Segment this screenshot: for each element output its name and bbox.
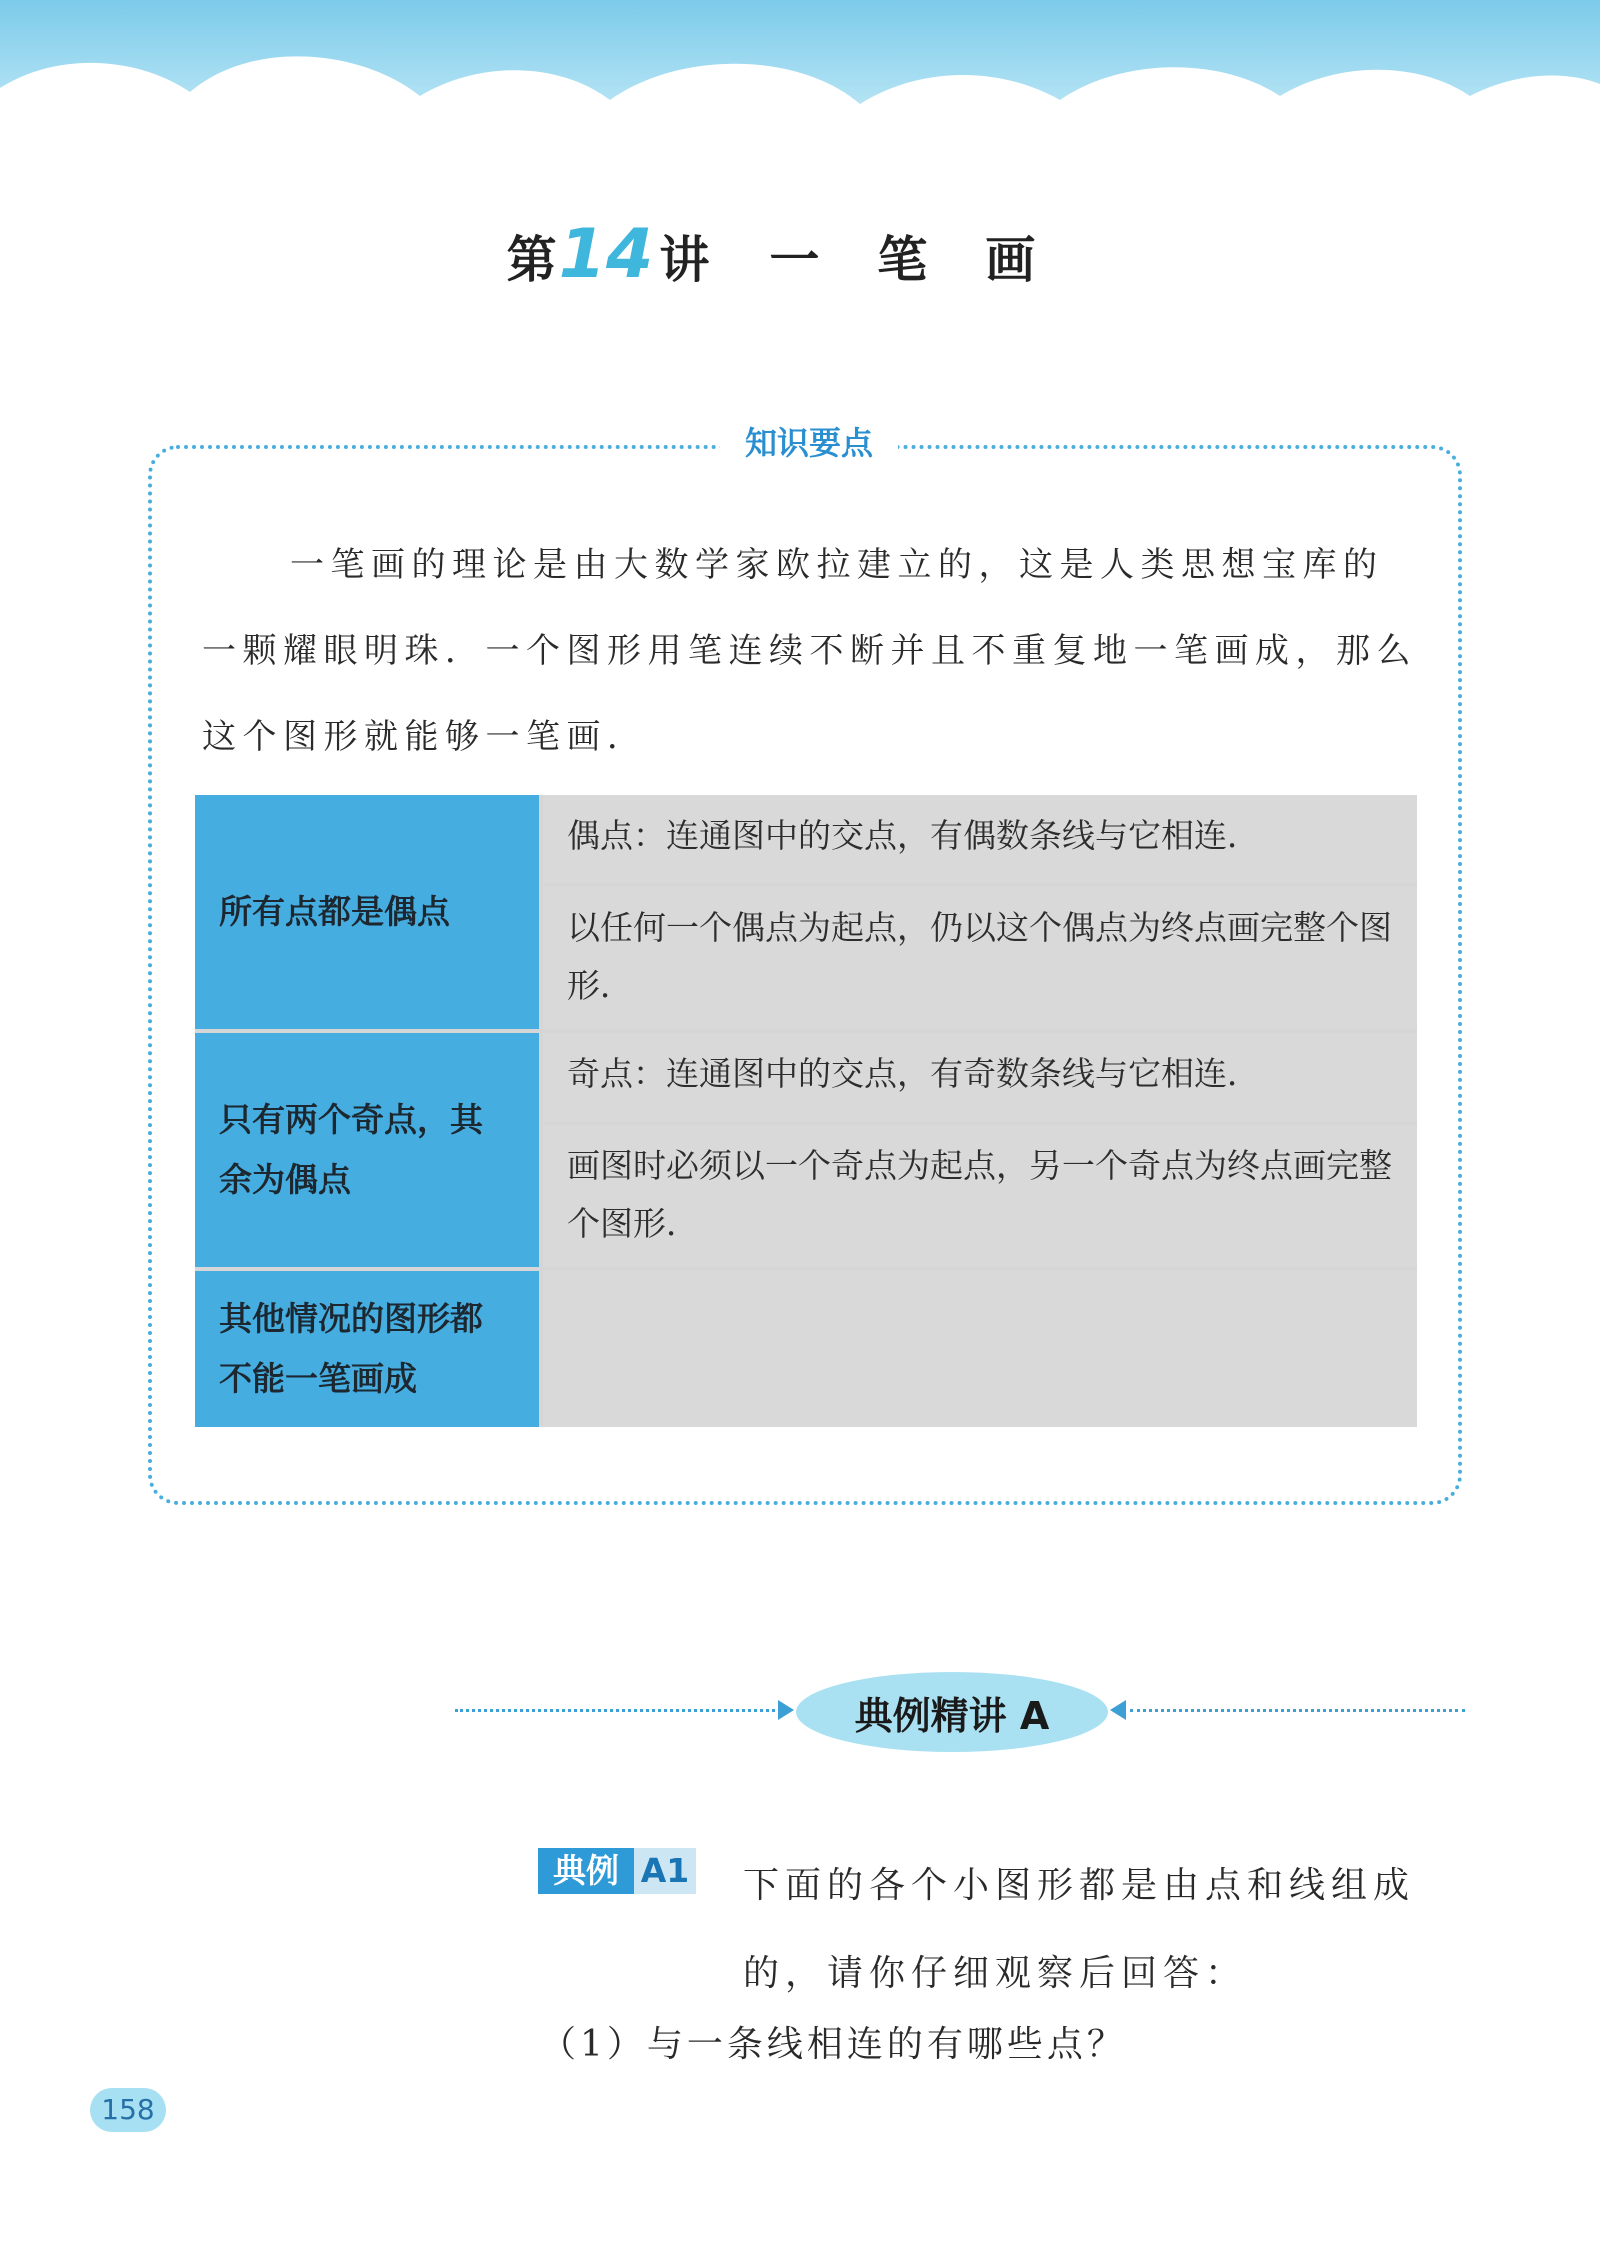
lecture-suffix: 讲	[659, 230, 710, 289]
rules-table	[195, 795, 1417, 1427]
lecture-prefix: 第	[506, 230, 557, 289]
section-divider-right	[1130, 1709, 1465, 1712]
sky-cloud-banner	[0, 0, 1600, 150]
knowledge-intro	[202, 522, 1422, 780]
lecture-topic: 一笔画	[769, 230, 1094, 289]
rule-label-two-odd: 只有两个奇点，其余为偶点	[195, 1033, 539, 1267]
arrow-right-icon	[778, 1700, 794, 1720]
rule-label-all-even: 所有点都是偶点	[195, 795, 539, 1029]
rule-cell: 偶点：连通图中的交点，有偶数条线与它相连．	[543, 795, 1417, 883]
rule-cell: 以任何一个偶点为起点，仍以这个偶点为终点画完整个图形．	[543, 887, 1417, 1029]
page-number: 158	[90, 2088, 166, 2132]
rule-label-other: 其他情况的图形都不能一笔画成	[195, 1271, 539, 1427]
example-statement: 下面的各个小图形都是由点和线组成的，请你仔细观察后回答：	[743, 1865, 1416, 1994]
example-tag-label: 典例	[538, 1848, 634, 1894]
example-text	[455, 1842, 1475, 2018]
rule-cell-empty	[543, 1271, 1417, 1427]
section-title: 典例精讲 A	[796, 1672, 1108, 1752]
arrow-left-icon	[1110, 1700, 1126, 1720]
question-1: （1）与一条线相连的有哪些点？	[540, 2024, 1127, 2065]
rule-cell: 奇点：连通图中的交点，有奇数条线与它相连．	[543, 1033, 1417, 1121]
intro-paragraph: 一笔画的理论是由大数学家欧拉建立的，这是人类思想宝库的一颗耀眼明珠．一个图形用笔连续不断并且不重复地一笔画成，那么这个图形就能够一笔画．	[202, 545, 1417, 757]
knowledge-heading: 知识要点	[720, 418, 898, 468]
section-divider-left	[455, 1709, 775, 1712]
lecture-title	[0, 215, 1600, 294]
rule-cell: 画图时必须以一个奇点为起点，另一个奇点为终点画完整个图形．	[543, 1125, 1417, 1267]
example-tag-number: A1	[634, 1848, 696, 1894]
lecture-number: 14	[558, 215, 654, 294]
